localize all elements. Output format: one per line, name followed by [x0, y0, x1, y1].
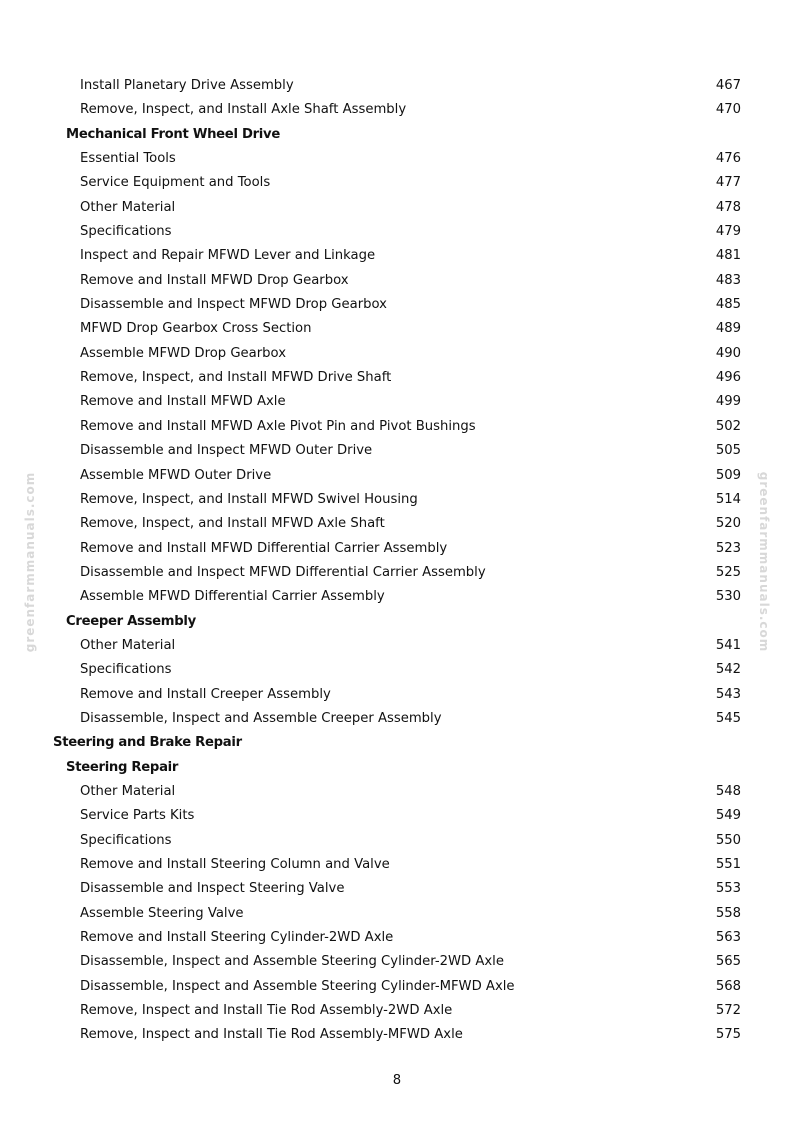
toc-entry-page-number: 485 — [715, 297, 741, 313]
toc-section-heading[interactable] — [0, 611, 794, 635]
toc-entry-title: Essential Tools — [80, 151, 176, 167]
toc-section-heading[interactable] — [0, 757, 794, 781]
toc-entry-page-number: 509 — [715, 467, 741, 483]
toc-entry-page-number: 549 — [715, 808, 741, 824]
toc-entry-title: Remove, Inspect and Install Tie Rod Assembly-MFWD Axle — [80, 1027, 463, 1043]
toc-entry[interactable] — [0, 318, 794, 342]
toc-entry[interactable] — [0, 538, 794, 562]
toc-entry-page-number: 499 — [715, 394, 741, 410]
toc-entry-title: Specifications — [80, 662, 172, 678]
toc-entry-title: Remove, Inspect, and Install MFWD Drive Shaft — [80, 370, 392, 386]
toc-entry-title: Steering Repair — [66, 759, 179, 775]
toc-entry-title: Assemble MFWD Drop Gearbox — [80, 345, 287, 361]
toc-entry[interactable] — [0, 1024, 794, 1048]
toc-entry-title: Remove, Inspect and Install Tie Rod Assembly-2WD Axle — [80, 1003, 453, 1019]
toc-entry-title: Assemble Steering Valve — [80, 905, 244, 921]
toc-entry-title: Disassemble and Inspect Steering Valve — [80, 881, 345, 897]
toc-entry-page-number: 483 — [715, 272, 741, 288]
document-page: greenfarmmanuals.com greenfarmmanuals.com Install Planetary Drive Assembly 467 Remove, Inspect, and Install Axle Shaft Assembly 470 Mechanical Front Wheel Drive Essential Tools 476 Service Equipment and Tools 477 Other Material 478 Specifications 479 Inspect and Repair MFWD Lever and Linkage 481 Remove and Install MFWD Drop Gearbox 483 Disassemble and Inspect MFWD Drop Gearbox 485 MFWD Drop Gearbox Cross Section 489 Assemble MFWD Drop Gearbox 490 Remove, Inspect, and Install MFWD Drive Shaft 496 Remove and Install MFWD Axle 499 Remove and Install MFWD Axle Pivot Pin and Pivot Bushings 502 Disassemble and Inspect MFWD Outer Drive 505 Assemble MFWD Outer Drive 509 Remove, Inspect, and Install MFWD Swivel Housing 514 Remove, Inspect, and Install MFWD Axle Shaft 520 Remove and Install MFWD Differential Carrier Assembly 523 Disassemble and Inspect MFWD Differential Carrier Assembly 525 Assemble MFWD Differential Carrier Assembly 530 Creeper Assembly Other Material 541 Specifications 542 Remove and Install Creeper Assembly 543 Disassemble, Inspect and Assemble Creeper Assembly 545 Steering and Brake Repair Steering Repair Other Material 548 Service Parts Kits 549 Specifications 550 Remove and Install Steering Column and Valve 551 Disassemble and Inspect Steering Valve 553 Assemble Steering Valve 558 Remove and Install Steering Cylinder-2WD Axle 563 Disassemble, Inspect and Assemble Steering Cylinder-2WD Axle 565 Disassemble, Inspect and Assemble Steering Cylinder-MFWD Axle 568 Remove, Inspect and Install Tie Rod Assembly-2WD Axle 572 Remove, Inspect and Install Tie Rod Assembly-MFWD Axle 575 8 — [0, 0, 794, 1124]
toc-entry-page-number: 542 — [715, 662, 741, 678]
toc-entry-title: Remove and Install MFWD Axle — [80, 394, 286, 410]
toc-entry-page-number: 541 — [715, 637, 741, 653]
toc-entry-page-number: 476 — [715, 151, 741, 167]
toc-entry-title: Remove and Install MFWD Drop Gearbox — [80, 272, 349, 288]
toc-entry[interactable] — [0, 878, 794, 902]
toc-entry[interactable] — [0, 197, 794, 221]
toc-entry-title: Disassemble, Inspect and Assemble Creeper Assembly — [80, 710, 442, 726]
toc-entry[interactable] — [0, 245, 794, 269]
toc-entry-title: Remove, Inspect, and Install MFWD Swivel Housing — [80, 491, 418, 507]
toc-entry-title: Install Planetary Drive Assembly — [80, 78, 294, 93]
toc-entry[interactable] — [0, 562, 794, 586]
toc-entry-page-number: 470 — [715, 102, 741, 118]
toc-entry-title: Service Equipment and Tools — [80, 175, 271, 191]
toc-entry-title: Other Material — [80, 637, 176, 653]
toc-entry-title: Remove and Install Creeper Assembly — [80, 686, 331, 702]
toc-entry-title: Disassemble, Inspect and Assemble Steering Cylinder-2WD Axle — [80, 954, 504, 970]
toc-section-heading[interactable] — [0, 732, 794, 756]
toc-entry-page-number: 553 — [715, 881, 741, 897]
toc-entry[interactable] — [0, 635, 794, 659]
toc-entry[interactable] — [0, 951, 794, 975]
toc-entry[interactable] — [0, 367, 794, 391]
toc-entry-title: Steering and Brake Repair — [53, 735, 242, 751]
toc-entry[interactable] — [0, 854, 794, 878]
toc-entry-page-number: 563 — [715, 930, 741, 946]
toc-entry[interactable] — [0, 391, 794, 415]
toc-entry[interactable] — [0, 75, 794, 99]
toc-entry-title: Other Material — [80, 199, 176, 215]
toc-entry-page-number: 502 — [715, 418, 741, 434]
toc-entry-title: Other Material — [80, 783, 176, 799]
toc-entry[interactable] — [0, 270, 794, 294]
toc-entry-title: Assemble MFWD Differential Carrier Assembly — [80, 589, 385, 605]
toc-entry-page-number: 565 — [715, 954, 741, 970]
toc-entry[interactable] — [0, 903, 794, 927]
toc-section-heading[interactable] — [0, 124, 794, 148]
toc-entry-title: Assemble MFWD Outer Drive — [80, 467, 272, 483]
toc-entry-page-number: 505 — [715, 443, 741, 459]
toc-entry-title: Disassemble and Inspect MFWD Outer Drive — [80, 443, 373, 459]
toc-entry[interactable] — [0, 927, 794, 951]
toc-entry[interactable] — [0, 805, 794, 829]
toc-entry[interactable] — [0, 708, 794, 732]
toc-entry[interactable] — [0, 148, 794, 172]
toc-entry[interactable] — [0, 416, 794, 440]
toc-entry[interactable] — [0, 976, 794, 1000]
toc-entry-title: MFWD Drop Gearbox Cross Section — [80, 321, 312, 337]
toc-entry[interactable] — [0, 465, 794, 489]
toc-entry-page-number: 543 — [715, 686, 741, 702]
toc-entry-title: Disassemble and Inspect MFWD Drop Gearbox — [80, 297, 387, 313]
toc-entry-page-number: 490 — [715, 345, 741, 361]
toc-entry-page-number: 496 — [715, 370, 741, 386]
toc-entry-page-number: 489 — [715, 321, 741, 337]
toc-entry-title: Creeper Assembly — [66, 613, 196, 629]
toc-entry-page-number: 514 — [715, 491, 741, 507]
toc-entry[interactable] — [0, 343, 794, 367]
toc-entry[interactable] — [0, 440, 794, 464]
toc-entry-title: Remove and Install MFWD Axle Pivot Pin and Pivot Bushings — [80, 418, 476, 434]
toc-entry-title: Service Parts Kits — [80, 808, 195, 824]
toc-entry[interactable] — [0, 830, 794, 854]
toc-entry-page-number: 550 — [715, 832, 741, 848]
toc-entry-page-number: 467 — [715, 78, 741, 93]
toc-entry-title: Remove and Install Steering Cylinder-2WD Axle — [80, 930, 394, 946]
toc-entry[interactable] — [0, 99, 794, 123]
toc-entry-page-number: 530 — [715, 589, 741, 605]
toc-entry[interactable] — [0, 781, 794, 805]
toc-entry-title: Specifications — [80, 224, 172, 240]
toc-entry-page-number: 545 — [715, 710, 741, 726]
toc-entry-title: Remove, Inspect, and Install Axle Shaft Assembly — [80, 102, 407, 118]
toc-entry[interactable] — [0, 489, 794, 513]
toc-entry-page-number: 477 — [715, 175, 741, 191]
toc-entry-page-number: 548 — [715, 783, 741, 799]
toc-entry-page-number: 551 — [715, 857, 741, 872]
toc-entry[interactable] — [0, 1000, 794, 1024]
toc-entry-page-number: 558 — [715, 905, 741, 921]
toc-entry[interactable] — [0, 586, 794, 610]
toc-entry[interactable] — [0, 684, 794, 708]
toc-entry-page-number: 478 — [715, 199, 741, 215]
toc-entry-title: Remove and Install MFWD Differential Carrier Assembly — [80, 540, 448, 556]
toc-entry-page-number: 523 — [715, 540, 741, 556]
toc-entry-title: Remove, Inspect, and Install MFWD Axle Shaft — [80, 516, 385, 532]
toc-entry-page-number: 479 — [715, 224, 741, 240]
table-of-contents — [0, 75, 794, 1049]
toc-entry-title: Inspect and Repair MFWD Lever and Linkage — [80, 248, 376, 264]
toc-entry[interactable] — [0, 513, 794, 537]
toc-entry-title: Disassemble, Inspect and Assemble Steering Cylinder-MFWD Axle — [80, 978, 515, 994]
toc-entry-page-number: 572 — [715, 1003, 741, 1019]
toc-entry-title: Mechanical Front Wheel Drive — [66, 126, 280, 142]
toc-entry-page-number: 575 — [715, 1027, 741, 1043]
toc-entry-title: Specifications — [80, 832, 172, 848]
toc-entry-page-number: 525 — [715, 564, 741, 580]
page-number: 8 — [392, 1073, 402, 1088]
toc-entry-page-number: 481 — [715, 248, 741, 264]
toc-entry[interactable] — [0, 221, 794, 245]
toc-entry-title: Disassemble and Inspect MFWD Differential Carrier Assembly — [80, 564, 486, 580]
toc-entry[interactable] — [0, 294, 794, 318]
toc-entry[interactable] — [0, 172, 794, 196]
toc-entry[interactable] — [0, 659, 794, 683]
toc-entry-page-number: 520 — [715, 516, 741, 532]
toc-entry-page-number: 568 — [715, 978, 741, 994]
toc-entry-title: Remove and Install Steering Column and Valve — [80, 857, 390, 872]
